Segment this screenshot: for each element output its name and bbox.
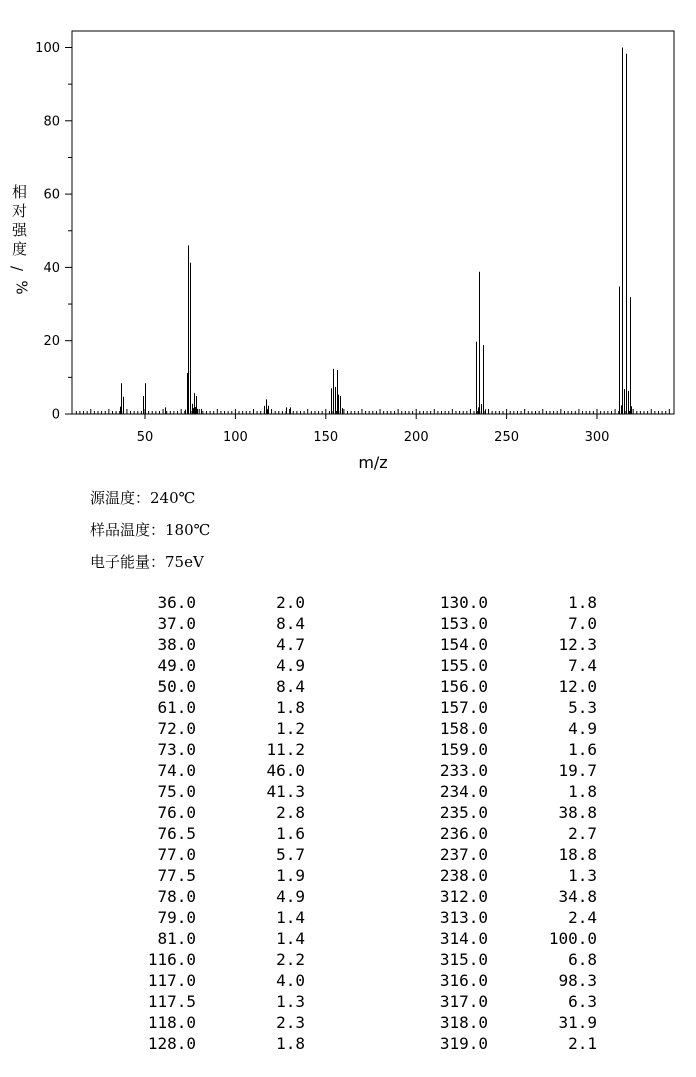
mz-value: 61.0 xyxy=(157,698,196,717)
intensity-value: 41.3 xyxy=(266,782,305,801)
intensity-value: 1.6 xyxy=(568,740,597,759)
mz-value: 76.5 xyxy=(157,824,196,843)
mz-value: 117.5 xyxy=(147,992,196,1011)
intensity-value: 6.8 xyxy=(568,950,597,969)
y-tick-label: 40 xyxy=(43,260,60,276)
x-tick-label: 100 xyxy=(222,430,248,445)
intensity-value: 11.2 xyxy=(266,740,305,759)
mz-value: 75.0 xyxy=(157,782,196,801)
mz-value: 236.0 xyxy=(439,824,488,843)
intensity-value: 4.0 xyxy=(276,971,305,990)
mz-value: 36.0 xyxy=(157,593,196,612)
mz-value: 233.0 xyxy=(439,761,488,780)
mz-value: 117.0 xyxy=(147,971,196,990)
intensity-value: 8.4 xyxy=(276,677,305,696)
intensity-value: 38.8 xyxy=(558,803,597,822)
intensity-value: 12.3 xyxy=(558,635,597,654)
y-axis-label-char: % xyxy=(12,280,31,295)
mz-value: 130.0 xyxy=(439,593,488,612)
intensity-value: 34.8 xyxy=(558,887,597,906)
mz-value: 316.0 xyxy=(439,971,488,990)
mz-value: 79.0 xyxy=(157,908,196,927)
y-tick-label: 60 xyxy=(43,187,60,203)
intensity-value: 2.8 xyxy=(276,803,305,822)
x-tick-label: 250 xyxy=(494,430,520,445)
y-axis-label-char: 相 xyxy=(12,183,28,201)
intensity-value: 2.4 xyxy=(568,908,597,927)
mz-value: 155.0 xyxy=(439,656,488,675)
intensity-value: 12.0 xyxy=(558,677,597,696)
mz-value: 118.0 xyxy=(147,1013,196,1032)
mz-value: 154.0 xyxy=(439,635,488,654)
intensity-value: 1.8 xyxy=(568,593,597,612)
x-tick-label: 300 xyxy=(584,430,610,445)
mz-value: 234.0 xyxy=(439,782,488,801)
intensity-value: 7.0 xyxy=(568,614,597,633)
intensity-value: 5.7 xyxy=(276,845,305,864)
x-axis-label: m/z xyxy=(358,453,388,472)
intensity-value: 2.0 xyxy=(276,593,305,612)
mz-value: 237.0 xyxy=(439,845,488,864)
y-ticks xyxy=(35,41,72,423)
mz-value: 128.0 xyxy=(147,1034,196,1053)
intensity-value: 2.3 xyxy=(276,1013,305,1032)
x-tick-label: 50 xyxy=(136,430,154,445)
intensity-value: 1.4 xyxy=(276,908,305,927)
mz-value: 238.0 xyxy=(439,866,488,885)
y-axis-label-char: 对 xyxy=(12,202,28,220)
mz-value: 37.0 xyxy=(157,614,196,633)
intensity-value: 4.9 xyxy=(276,887,305,906)
mass-spectrum-chart xyxy=(0,0,696,480)
mz-value: 72.0 xyxy=(157,719,196,738)
intensity-value: 4.7 xyxy=(276,635,305,654)
mz-value: 319.0 xyxy=(439,1034,488,1053)
x-tick-label: 200 xyxy=(403,430,429,445)
intensity-value: 46.0 xyxy=(266,761,305,780)
intensity-value: 2.1 xyxy=(568,1034,597,1053)
intensity-value: 1.9 xyxy=(276,866,305,885)
mz-value: 77.0 xyxy=(157,845,196,864)
mz-value: 153.0 xyxy=(439,614,488,633)
x-ticks xyxy=(137,414,610,445)
mz-value: 315.0 xyxy=(439,950,488,969)
intensity-value: 7.4 xyxy=(568,656,597,675)
y-tick-label: 20 xyxy=(43,334,60,350)
intensity-value: 18.8 xyxy=(558,845,597,864)
intensity-value: 100.0 xyxy=(548,929,597,948)
mz-value: 314.0 xyxy=(439,929,488,948)
plot-frame xyxy=(72,31,674,414)
mz-value: 158.0 xyxy=(439,719,488,738)
mz-value: 116.0 xyxy=(147,950,196,969)
intensity-value: 1.8 xyxy=(276,698,305,717)
intensity-value: 1.4 xyxy=(276,929,305,948)
intensity-value: 4.9 xyxy=(276,656,305,675)
sample-temperature: 样品温度：180℃ xyxy=(90,521,211,539)
mz-value: 50.0 xyxy=(157,677,196,696)
mz-value: 159.0 xyxy=(439,740,488,759)
mz-value: 74.0 xyxy=(157,761,196,780)
mz-value: 235.0 xyxy=(439,803,488,822)
y-tick-label: 100 xyxy=(35,41,60,56)
mz-value: 76.0 xyxy=(157,803,196,822)
mz-value: 78.0 xyxy=(157,887,196,906)
intensity-value: 1.8 xyxy=(276,1034,305,1053)
mz-value: 73.0 xyxy=(157,740,196,759)
x-tick-label: 150 xyxy=(313,430,339,445)
y-tick-label: 80 xyxy=(43,114,60,130)
mz-value: 81.0 xyxy=(157,929,196,948)
electron-energy: 电子能量：75eV xyxy=(90,553,204,571)
y-tick-label: 0 xyxy=(51,407,60,423)
mz-value: 38.0 xyxy=(157,635,196,654)
intensity-value: 1.2 xyxy=(276,719,305,738)
intensity-value: 1.6 xyxy=(276,824,305,843)
mz-value: 77.5 xyxy=(157,866,196,885)
intensity-value: 6.3 xyxy=(568,992,597,1011)
intensity-value: 2.2 xyxy=(276,950,305,969)
mz-value: 157.0 xyxy=(439,698,488,717)
intensity-value: 31.9 xyxy=(558,1013,597,1032)
mz-value: 49.0 xyxy=(157,656,196,675)
intensity-value: 5.3 xyxy=(568,698,597,717)
intensity-value: 19.7 xyxy=(558,761,597,780)
intensity-value: 98.3 xyxy=(558,971,597,990)
intensity-value: 1.8 xyxy=(568,782,597,801)
intensity-value: 4.9 xyxy=(568,719,597,738)
y-axis-label-char: 度 xyxy=(12,240,28,258)
source-temperature: 源温度：240℃ xyxy=(90,489,196,507)
mz-value: 318.0 xyxy=(439,1013,488,1032)
intensity-value: 8.4 xyxy=(276,614,305,633)
spectrum-peaks xyxy=(121,48,632,415)
intensity-value: 1.3 xyxy=(276,992,305,1011)
mz-value: 312.0 xyxy=(439,887,488,906)
intensity-value: 2.7 xyxy=(568,824,597,843)
y-axis-label-char: / xyxy=(8,265,27,272)
mz-value: 156.0 xyxy=(439,677,488,696)
y-axis-label xyxy=(0,183,31,295)
mz-value: 313.0 xyxy=(439,908,488,927)
intensity-value: 1.3 xyxy=(568,866,597,885)
y-axis-label-char: 强 xyxy=(12,221,28,239)
mz-value: 317.0 xyxy=(439,992,488,1011)
